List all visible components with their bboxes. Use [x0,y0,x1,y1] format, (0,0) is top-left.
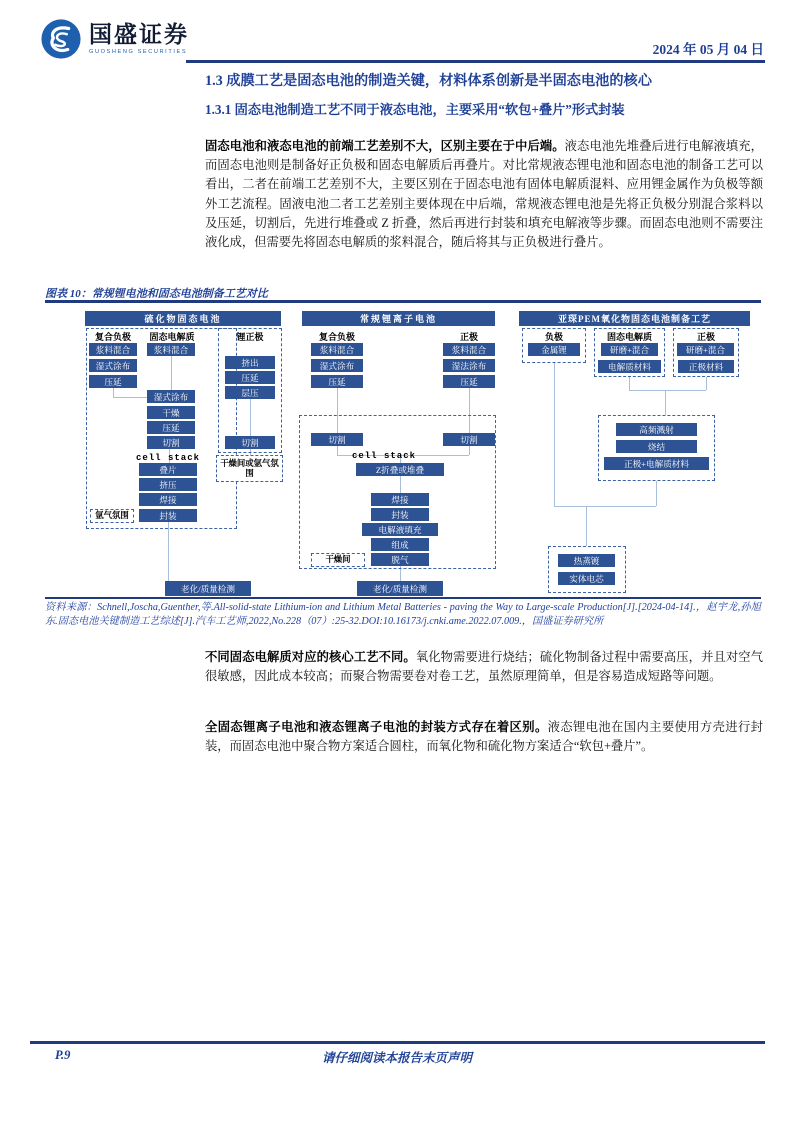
flow-step: 挤出 [225,356,275,369]
cell-stack-label: cell stack [135,453,200,463]
connector-line [629,377,630,390]
flow-annotation: 干燥间或氩气氛围 [216,455,283,482]
brand-name: 国盛证券 [89,21,189,47]
flow-step: 正极+电解质材料 [604,457,709,470]
flow-annotation: 干燥间 [311,553,365,567]
connector-line [629,390,706,391]
flow-column-label: 复合负极 [318,332,355,342]
flow-step: 压延 [225,371,275,384]
paragraph-2 [205,648,763,686]
figure-source: 资料来源：Schnell,Joscha,Guenther,等.All-solid-state Lithium-ion and Lithium Metal Batteries - paving the Way to Large-scale Production[J].[2024-04-14].，赵宇龙,孙旭东.固态电池关键制造工艺综述[J].汽车工艺师,2022,No.228（07）:25-32.DOI:10.16173/j.cnki.ame.2022.07.009.，国盛证券研究所 [45,597,761,629]
flow-step: 层压 [225,386,275,399]
flow-step: 正极材料 [678,360,734,373]
flow-column-label: 负极 [544,332,563,342]
flow-step: 脱气 [371,553,429,566]
flow-step: 浆料混合 [147,343,195,356]
footer-disclaimer: 请仔细阅读本报告末页声明 [321,1051,472,1065]
flow-step: 浆料混合 [443,343,495,356]
paragraph-2-body: 氧化物需要进行烧结；硫化物制备过程中需要高压，并且对空气很敏感，因此成本较高；而聚合物需要卷对卷工艺，虽然原理简单，但是容易造成短路等问题。 [205,650,763,684]
flow-step: 电解液填充 [362,523,438,536]
connector-line [554,506,656,507]
footer-rule [30,1041,765,1044]
connector-line [554,363,555,506]
connector-line [586,506,587,546]
section-heading-1-3: 1.3 成膜工艺是固态电池的制造关键，材料体系创新是半固态电池的核心 [205,73,652,89]
flow-step: 老化/质量检测 [165,581,251,596]
flow-column-label: 固态电解质 [606,332,652,342]
flow-step: 热蒸镀 [558,554,615,567]
paragraph-2-lead: 不同固态电解质对应的核心工艺不同。 [205,650,416,664]
flow-step: 叠片 [139,463,197,476]
figure-flowchart [45,300,761,597]
flow-step: 浆料混合 [311,343,363,356]
brand-logo [40,18,189,60]
guosheng-logo-icon [40,18,82,60]
flow-column-label: 正极 [696,332,715,342]
cell-stack-label: cell stack [351,451,416,461]
connector-line [656,481,657,506]
flow-panel-title: 亚琛PEM氧化物固态电池制备工艺 [519,311,750,326]
flow-step: 压延 [443,375,495,388]
paragraph-1-body: 液态电池先堆叠后进行电解液填充，而固态电池则是制备好正负极和固态电解质后再叠片。对比常规液态锂电池和固态电池的制备工艺可以看出，二者在前端工艺差别不大，主要区别在于固态电池有固体电解质混料、应用锂金属作为负极等额外工艺流程。固液电池二者工艺差别主要体现在中后端，常规液态锂电池是先将正负极分别混合浆料以及压延，切割后，先进行堆叠或 Z 折叠，然后再进行封装和填充电解液等步骤。而固态电池则不需要注液化成，但需要先将固态电解质的浆料混合，随后将其与正负极进行叠片。 [205,139,763,249]
flow-step: 切割 [147,436,195,449]
flow-step: 实体电芯 [558,572,615,585]
flow-step: 烧结 [616,440,697,453]
page-number: P.9 [55,1048,71,1062]
figure-caption: 图表 10：常规锂电池和固态电池制备工艺对比 [45,288,268,300]
flow-step: 切割 [225,436,275,449]
flow-step: 湿式涂布 [311,359,363,372]
flow-step: 切割 [443,433,495,446]
flow-step: 压延 [311,375,363,388]
flow-panel-title: 硫化物固态电池 [85,311,281,326]
flow-step: 研磨+混合 [677,343,734,356]
paragraph-3-lead: 全固态锂离子电池和液态锂离子电池的封装方式存在着区别。 [205,720,548,734]
connector-line [665,390,666,415]
flow-step: 干燥 [147,406,195,419]
flow-step: 金属锂 [528,343,580,356]
flow-step: 高频溅射 [616,423,697,436]
flow-step: 电解质材料 [598,360,661,373]
flow-column-label: 固态电解质 [149,332,195,342]
brand-name-en: GUOSHENG SECURITIES [89,49,188,55]
flow-step: 焊接 [139,493,197,506]
paragraph-3-body: 液态锂电池在国内主要使用方壳进行封装，而固态电池中聚合物方案适合圆柱，而氧化物和硫化物方案适合“软包+叠片”。 [205,720,763,754]
paragraph-1-lead: 固态电池和液态电池的前端工艺差别不大，区别主要在于中后端。 [205,139,565,153]
paragraph-3 [205,718,763,756]
flow-step: Z折叠或堆叠 [356,463,444,476]
flow-step: 压延 [89,375,137,388]
flow-step: 封装 [371,508,429,521]
flow-step: 研磨+混合 [601,343,658,356]
report-date: 2024 年 05 月 04 日 [652,42,764,57]
flow-step: 焊接 [371,493,429,506]
flow-step: 老化/质量检测 [357,581,443,596]
flow-annotation: 氩气氛围 [90,509,134,523]
connector-line [706,377,707,390]
flow-step: 湿法涂布 [443,359,495,372]
flow-step: 组成 [371,538,429,551]
flow-step: 挤压 [139,478,197,491]
flow-column-label: 锂正极 [236,332,264,342]
flow-step: 湿式涂布 [89,359,137,372]
paragraph-1 [205,137,763,252]
flow-step: 切割 [311,433,363,446]
flow-step: 压延 [147,421,195,434]
flow-step: 封装 [139,509,197,522]
flow-column-label: 正极 [459,332,478,342]
section-heading-1-3-1: 1.3.1 固态电池制造工艺不同于液态电池，主要采用“软包+叠片”形式封装 [205,102,625,117]
flow-step: 湿式涂布 [147,390,195,403]
header-rule [186,60,765,63]
connector-line [168,522,169,581]
flow-step: 浆料混合 [89,343,137,356]
flow-panel-title: 常规锂离子电池 [302,311,495,326]
flow-column-label: 复合负极 [94,332,131,342]
